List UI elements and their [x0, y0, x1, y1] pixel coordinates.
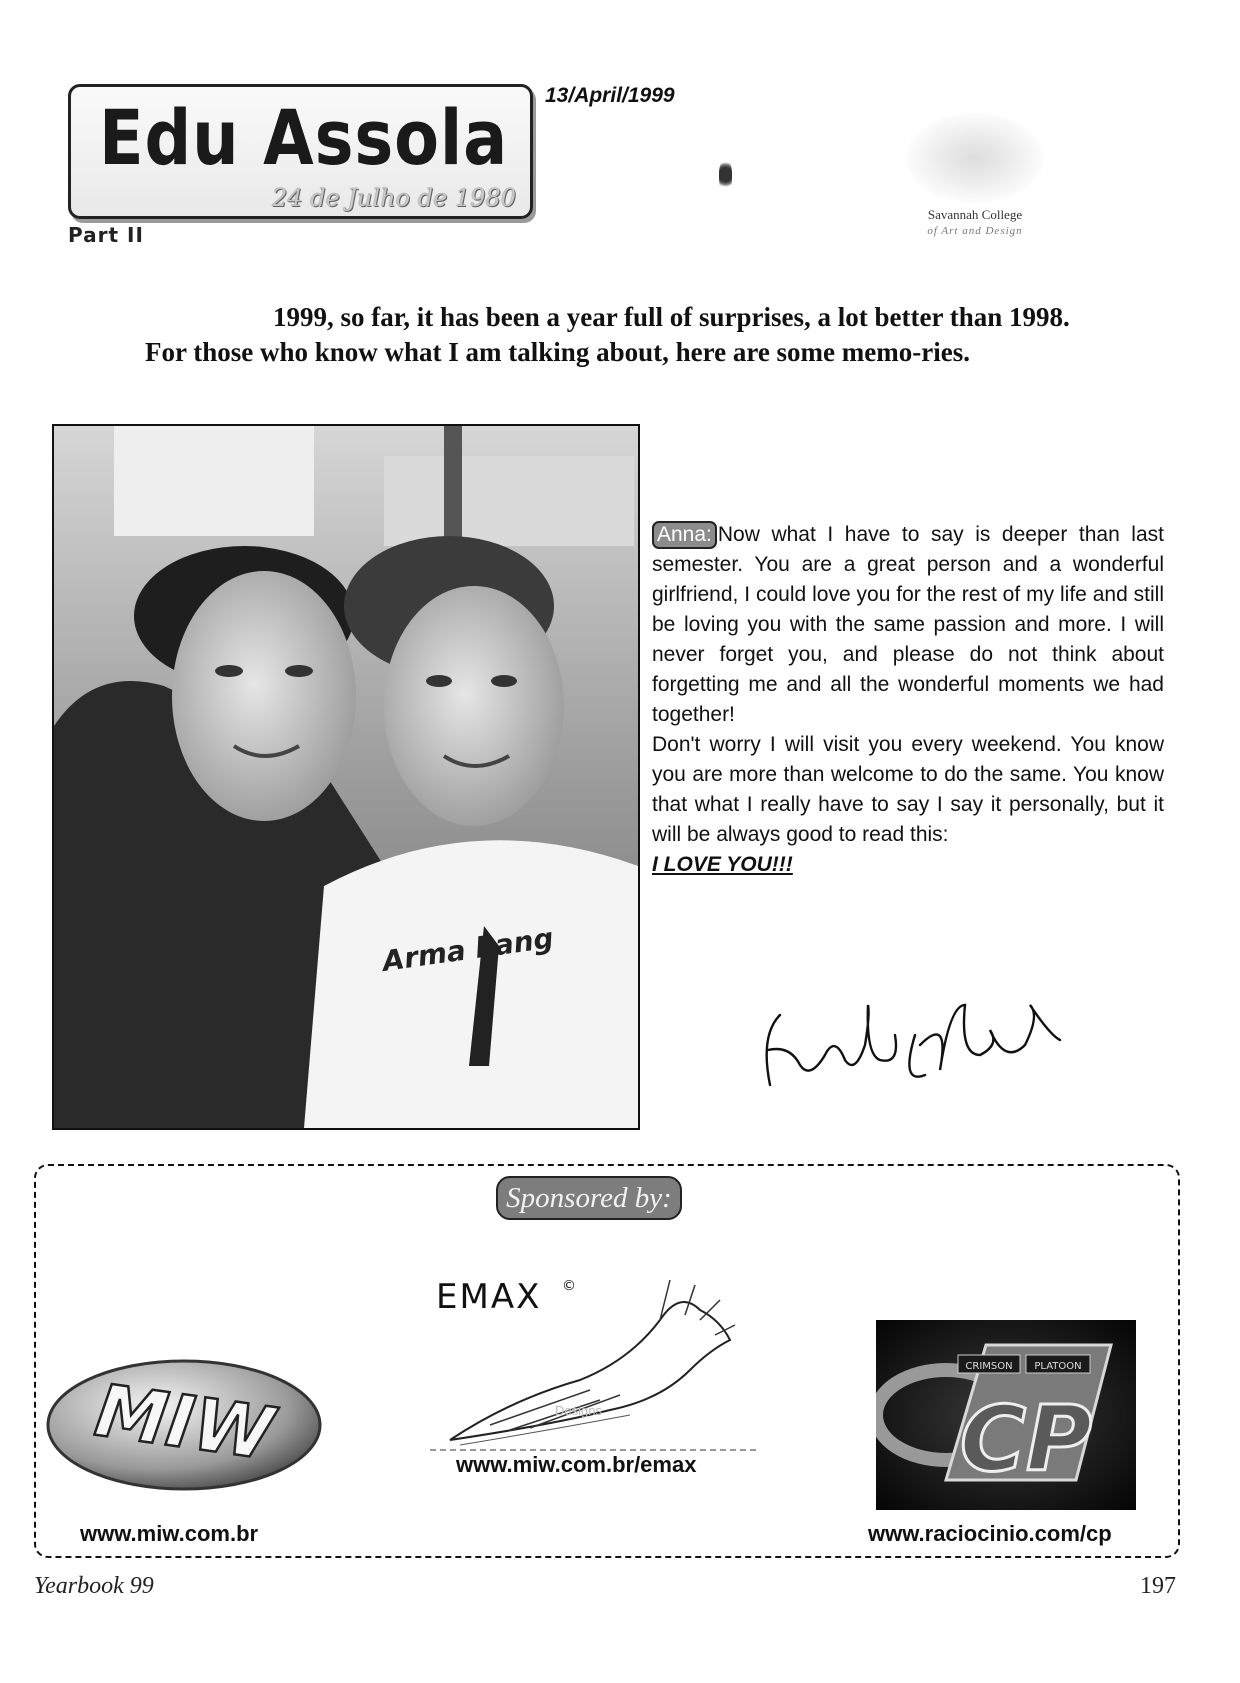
- emax-logo: [430, 1250, 760, 1460]
- birth-date: 24 de Julho de 1980: [272, 184, 516, 212]
- miw-url-link[interactable]: www.miw.com.br: [80, 1521, 259, 1546]
- handwritten-signature: [750, 975, 1070, 1110]
- sponsored-by-heading: Sponsored by:: [496, 1176, 682, 1220]
- cp-tag-crimson: CRIMSON: [965, 1361, 1013, 1372]
- college-logo-block: [880, 112, 1070, 252]
- intro-paragraph: 1999, so far, it has been a year full of surprises, a lot better than 1998. For those who know what I am talking about, here are some memo-ries.: [145, 302, 1070, 367]
- emax-url-link[interactable]: www.miw.com.br/emax: [456, 1452, 697, 1477]
- page-title: Edu Assola: [99, 93, 509, 182]
- cp-url-link[interactable]: www.raciocinio.com/cp: [868, 1521, 1112, 1546]
- name-banner: [68, 84, 533, 219]
- couple-photo: [52, 424, 640, 1130]
- emax-reg-mark: ©: [562, 1278, 576, 1294]
- crimson-platoon-logo: [876, 1320, 1136, 1510]
- message-paragraph-2: Don't worry I will visit you every weekend. You know you are more than welcome to do the same. You know that what I really have to say I say it personally, but it will be always good to read this:: [652, 733, 1164, 846]
- college-emblem-icon: [905, 112, 1045, 204]
- message-paragraph-1: Now what I have to say is deeper than last semester. You are a great person and a wonderful girlfriend, I could love you for the rest of my life and still be loving you with the same passion and more. I will never forget you, and please do not think about forgetting me and all the wonderful moments we had together!: [652, 523, 1164, 726]
- addressee-tag: Anna:: [652, 521, 717, 549]
- shirt-text: Arma hang: [380, 921, 556, 978]
- message-block: [652, 520, 1164, 880]
- miw-logo: [44, 1355, 324, 1495]
- part-label: Part II: [68, 223, 144, 247]
- miw-logo-text: MIW: [90, 1368, 279, 1476]
- college-subtitle: of Art and Design: [927, 225, 1023, 237]
- cp-logo-text: CP: [959, 1387, 1093, 1492]
- college-name: Savannah College: [927, 207, 1023, 222]
- ornament-icon: [719, 161, 732, 191]
- emax-logo-text: EMAX: [436, 1277, 542, 1317]
- emax-sub-text: Designs: [555, 1403, 602, 1418]
- cp-tag-platoon: PLATOON: [1034, 1361, 1082, 1372]
- footer-yearbook: Yearbook 99: [34, 1573, 154, 1599]
- header-date: 13/April/1999: [545, 84, 675, 107]
- love-closing: I LOVE YOU!!!: [652, 853, 793, 876]
- page-number: 197: [1140, 1573, 1176, 1599]
